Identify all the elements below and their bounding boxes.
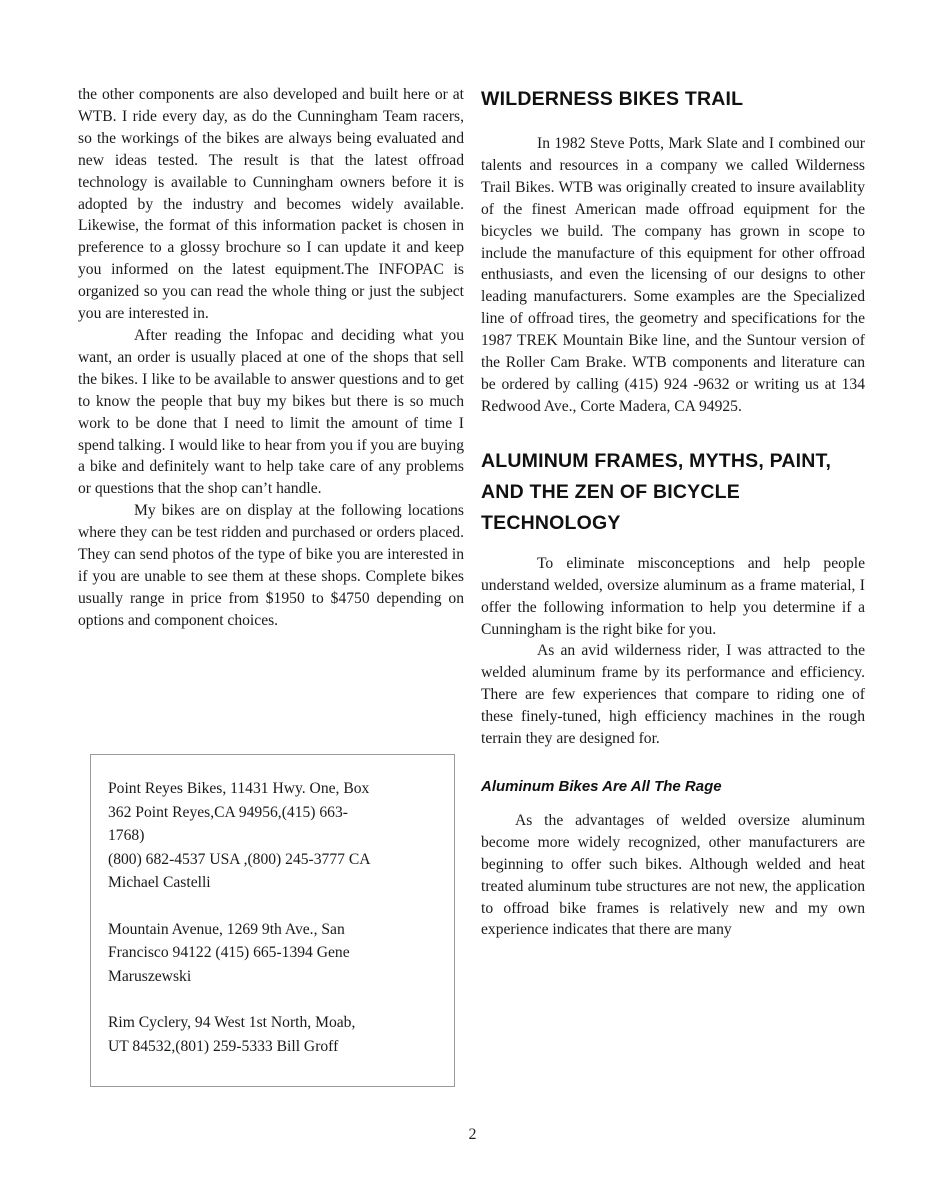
right-paragraph-3: As an avid wilderness rider, I was attracted to the welded aluminum frame by its performance and efficiency. There are few experiences that compare to riding one of these finely-tuned, high efficiency machines in the rough terrain they are designed for. [481,642,865,748]
shop-entry-line: Point Reyes Bikes, 11431 Hwy. One, Box [108,780,370,797]
left-paragraph-1: the other components are also developed and built here or at WTB. I ride every day, as do the Cunningham Team racers, so the workings of the bikes are always being evaluated and new ideas tested. The result is that the latest offroad technology is available to Cunningham owners before it is adopted by the industry and becomes widely available. Likewise, the format of this information packet is chosen in preference to a glossy brochure so I can update it and keep you informed on the latest equipment.The INFOPAC is organized so you can read the whole thing or just the subject you are interested in. [78,86,464,323]
left-paragraph-3: My bikes are on display at the following locations where they can be test ridden and purchased or orders placed. They can send photos of the type of bike you are interested in if you are unable to see them at these shops. Complete bikes usually range in price from $1950 to $4750 depending on options and component choices. [78,502,464,629]
shop-entry-rim-cyclery [108,1011,428,1058]
right-paragraph-1: In 1982 Steve Potts, Mark Slate and I combined our talents and resources in a company we called Wilderness Trail Bikes. WTB was originally created to insure availablity of the finest American made offroad equipment for the bicycles we build. The company has grown in scope to include the manufacture of this equipment for other offroad enthusiasts, and even the licensing of our designs to other leading manufacturers. Some examples are the Specialized line of offroad tires, the geometry and specifications for the 1987 TREK Mountain Bike line, and the Suntour version of the Roller Cam Brake. WTB components and literature can be ordered by calling (415) 924 -9632 or writing us at 134 Redwood Ave., Corte Madera, CA 94925. [481,135,865,415]
right-paragraph-4: As the advantages of welded oversize aluminum become more widely recognized, other manufacturers are beginning to offer such bikes. Although welded and heat treated aluminum tube structures are not new, the application to offroad bike frames is relatively new and my own experience indicates that there are many [481,811,865,939]
shop-entry-line: UT 84532,(801) 259-5333 Bill Groff [108,1037,339,1055]
left-paragraph-2: After reading the Infopac and deciding what you want, an order is usually placed at one of the shops that sell the bikes. I like to be available to answer questions and to get to know the people that buy my bikes but there is so much work to be done that I need to limit the amount of time I spend talking. I would like to hear from you if you are buying a bike and definitely want to help take care of any problems or questions that the shop can’t handle. [78,326,464,498]
shop-locations-list [108,777,428,1058]
subheading-aluminum-bikes-rage: Aluminum Bikes Are All The Rage [481,777,722,795]
shop-entry-line: (800) 682-4537 USA ,(800) 245-3777 CA [108,850,371,868]
shop-entry-line: Maruszewski [108,967,192,985]
shop-entry-mountain-avenue [108,918,428,989]
shop-entry-point-reyes [108,777,428,895]
section-heading-aluminum-frames: ALUMINUM FRAMES, MYTHS, PAINT, AND THE ZEN OF BICYCLE TECHNOLOGY [481,449,832,534]
shop-entry-line: 362 Point Reyes,CA 94956,(415) 663- [108,803,348,821]
page-number: 2 [468,1126,477,1143]
right-column [481,84,865,941]
section-heading-wilderness-trail-bikes: WILDERNESS BIKES TRAIL [481,88,744,110]
shop-entry-line: Mountain Avenue, 1269 9th Ave., San [108,920,345,938]
right-paragraph-2: To eliminate misconceptions and help people understand welded, oversize aluminum as a frame material, I offer the following information to help you determine if a Cunningham is the right bike for you. [481,554,865,638]
shop-entry-line: Michael Castelli [108,874,211,891]
shop-entry-line: Rim Cyclery, 94 West 1st North, Moab, [108,1014,356,1031]
shop-locations-box [90,754,455,1087]
shop-entry-line: Francisco 94122 (415) 665-1394 Gene [108,944,350,961]
left-column [78,84,464,632]
shop-entry-line: 1768) [108,827,145,844]
